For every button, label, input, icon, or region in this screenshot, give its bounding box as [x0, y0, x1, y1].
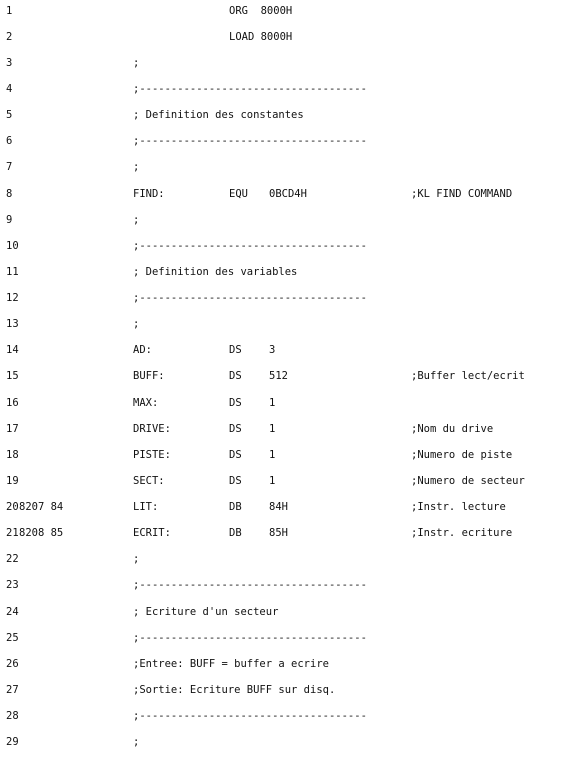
listing-line — [0, 291, 574, 305]
line-number: 23 — [6, 579, 19, 591]
line-label: ;------------------------------------ — [133, 240, 367, 252]
line-mnemonic: DS — [229, 423, 242, 435]
line-number: 29 — [6, 736, 19, 748]
line-number: 17 — [6, 423, 19, 435]
line-number: 4 — [6, 83, 13, 95]
listing-line — [0, 160, 574, 174]
listing-line — [0, 631, 574, 645]
line-number: 10 — [6, 240, 19, 252]
listing-line — [0, 213, 574, 227]
listing-line — [0, 239, 574, 253]
line-operand: 1 — [269, 397, 276, 409]
line-mnemonic: LOAD 8000H — [229, 31, 293, 43]
line-label: FIND: — [133, 188, 165, 200]
line-number: 8 — [6, 188, 13, 200]
line-number: 6 — [6, 135, 13, 147]
line-mnemonic: DS — [229, 449, 242, 461]
line-mnemonic: DB — [229, 501, 242, 513]
listing-line — [0, 448, 574, 462]
listing-line — [0, 500, 574, 514]
line-label: ;------------------------------------ — [133, 292, 367, 304]
line-label: DRIVE: — [133, 423, 171, 435]
line-address: 8208 85 — [19, 527, 64, 539]
line-number: 16 — [6, 397, 19, 409]
line-label: ; — [133, 161, 140, 173]
line-address: 8207 84 — [19, 501, 64, 513]
line-number: 24 — [6, 606, 19, 618]
listing-line — [0, 82, 574, 96]
line-label: MAX: — [133, 397, 159, 409]
listing-line — [0, 369, 574, 383]
line-label: ;------------------------------------ — [133, 579, 367, 591]
listing-line — [0, 526, 574, 540]
line-label: ; — [133, 318, 140, 330]
line-number: 19 — [6, 475, 19, 487]
line-operand: 84H — [269, 501, 288, 513]
line-label: ; — [133, 57, 140, 69]
line-comment: ;Instr. lecture — [411, 501, 506, 513]
line-label: ; Ecriture d'un secteur — [133, 606, 279, 618]
line-label: ;------------------------------------ — [133, 83, 367, 95]
line-mnemonic: DS — [229, 475, 242, 487]
line-number: 22 — [6, 553, 19, 565]
line-label: ;Sortie: Ecriture BUFF sur disq. — [133, 684, 336, 696]
line-label: ;------------------------------------ — [133, 632, 367, 644]
listing-line — [0, 343, 574, 357]
line-mnemonic: ORG 8000H — [229, 5, 293, 17]
listing-line — [0, 709, 574, 723]
line-mnemonic: DB — [229, 527, 242, 539]
line-number: 3 — [6, 57, 13, 69]
line-operand: 1 — [269, 475, 276, 487]
listing-line — [0, 56, 574, 70]
line-label: BUFF: — [133, 370, 165, 382]
line-label: ; Definition des constantes — [133, 109, 304, 121]
line-operand: 1 — [269, 449, 276, 461]
line-number: 20 — [6, 501, 19, 513]
line-label: ; — [133, 736, 140, 748]
listing-line — [0, 683, 574, 697]
line-label: AD: — [133, 344, 152, 356]
line-label: ; — [133, 553, 140, 565]
line-label: ECRIT: — [133, 527, 171, 539]
line-comment: ;Instr. ecriture — [411, 527, 513, 539]
line-comment: ;KL FIND COMMAND — [411, 188, 513, 200]
line-label: PISTE: — [133, 449, 171, 461]
listing-line — [0, 657, 574, 671]
line-number: 14 — [6, 344, 19, 356]
listing-line — [0, 578, 574, 592]
line-number: 15 — [6, 370, 19, 382]
line-mnemonic: DS — [229, 397, 242, 409]
listing-line — [0, 4, 574, 18]
line-number: 27 — [6, 684, 19, 696]
line-number: 7 — [6, 161, 13, 173]
listing-line — [0, 265, 574, 279]
line-label: ;------------------------------------ — [133, 135, 367, 147]
line-number: 2 — [6, 31, 13, 43]
listing-line — [0, 30, 574, 44]
listing-line — [0, 474, 574, 488]
listing-line — [0, 552, 574, 566]
line-operand: 1 — [269, 423, 276, 435]
line-comment: ;Numero de piste — [411, 449, 513, 461]
line-comment: ;Numero de secteur — [411, 475, 525, 487]
line-operand: 512 — [269, 370, 288, 382]
listing-line — [0, 396, 574, 410]
line-operand: 3 — [269, 344, 276, 356]
line-label: LIT: — [133, 501, 159, 513]
listing-line — [0, 422, 574, 436]
line-comment: ;Nom du drive — [411, 423, 494, 435]
line-label: ; Definition des variables — [133, 266, 298, 278]
line-number: 21 — [6, 527, 19, 539]
line-mnemonic: EQU — [229, 188, 248, 200]
line-mnemonic: DS — [229, 370, 242, 382]
line-label: ;Entree: BUFF = buffer a ecrire — [133, 658, 329, 670]
line-label: ; — [133, 214, 140, 226]
line-label: SECT: — [133, 475, 165, 487]
listing-line — [0, 735, 574, 749]
line-mnemonic: DS — [229, 344, 242, 356]
listing-line — [0, 187, 574, 201]
line-operand: 0BCD4H — [269, 188, 307, 200]
line-label: ;------------------------------------ — [133, 710, 367, 722]
line-number: 18 — [6, 449, 19, 461]
line-number: 13 — [6, 318, 19, 330]
line-comment: ;Buffer lect/ecrit — [411, 370, 525, 382]
line-number: 1 — [6, 5, 13, 17]
line-number: 5 — [6, 109, 13, 121]
listing-line — [0, 108, 574, 122]
line-number: 28 — [6, 710, 19, 722]
line-operand: 85H — [269, 527, 288, 539]
line-number: 12 — [6, 292, 19, 304]
line-number: 26 — [6, 658, 19, 670]
line-number: 11 — [6, 266, 19, 278]
listing-line — [0, 134, 574, 148]
line-number: 9 — [6, 214, 13, 226]
listing-line — [0, 317, 574, 331]
line-number: 25 — [6, 632, 19, 644]
listing-line — [0, 605, 574, 619]
